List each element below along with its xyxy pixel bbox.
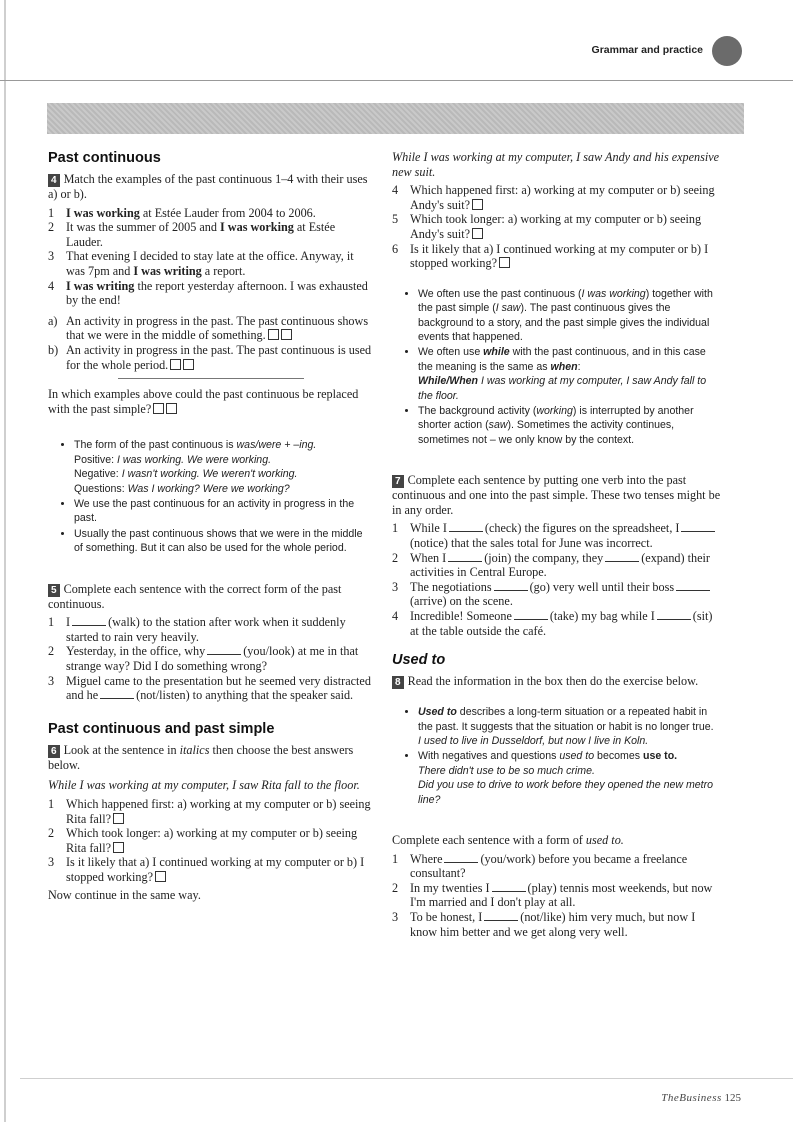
- heading-used-to: Used to: [392, 652, 446, 669]
- heading-past-continuous: Past continuous: [48, 150, 161, 166]
- exercise-6-items: [48, 797, 373, 885]
- used-to-items: [392, 852, 722, 940]
- note-item: • The form of the past continuous is was/were + –ing. Positive: I was working. We were working. Negative: I wasn't working. We weren't working. Questions: Was I working? Were we working?: [74, 438, 373, 496]
- answer-box[interactable]: [472, 199, 483, 210]
- list-item: b) An activity in progress in the past. The past continuous is used for the whole period.: [48, 342, 372, 372]
- answer-blank[interactable]: [72, 616, 106, 626]
- answer-box[interactable]: [113, 813, 124, 824]
- title-banner: [47, 103, 744, 134]
- list-item: 1 Which happened first: a) working at my computer or b) seeing Rita fall?: [48, 796, 371, 826]
- exercise-number: 8: [392, 676, 404, 689]
- exercise-6-items-continued: [392, 183, 722, 271]
- answer-blank[interactable]: [444, 853, 478, 863]
- exercise-7-items: [392, 521, 722, 638]
- exercise-number: 6: [48, 745, 60, 758]
- footer-rule: [20, 1078, 793, 1079]
- note-item: • We often use while with the past continuous, and in this case the meaning is the same as when: While/When I was working at my computer, I saw Andy fall to the floor.: [418, 345, 722, 403]
- heading-pc-ps: Past continuous and past simple: [48, 720, 275, 737]
- list-item: 3 Is it likely that a) I continued working at my computer or b) I stopped working?: [48, 855, 365, 884]
- answer-blank[interactable]: [449, 522, 483, 532]
- example-sentence: While I was working at my computer, I saw Andy and his expensive new suit.: [392, 150, 720, 179]
- answer-box[interactable]: [183, 359, 194, 370]
- list-item: 2 In my twenties I (play) tennis most weekends, but now I'm married and I don't play at all.: [392, 880, 713, 910]
- answer-blank[interactable]: [207, 645, 241, 655]
- exercise-4-instruction: 4 Match the examples of the past continuous 1–4 with their uses a) or b).: [48, 172, 368, 201]
- answer-blank[interactable]: [681, 522, 715, 532]
- exercise-number: 7: [392, 475, 404, 488]
- exercise-5-instruction: 5 Complete each sentence with the correct form of the past continuous.: [48, 581, 342, 611]
- list-item: 5 Which took longer: a) working at my computer or b) seeing Andy's suit?: [392, 212, 702, 241]
- left-column: [48, 150, 373, 903]
- answer-box[interactable]: [499, 257, 510, 268]
- list-item: 1 I was working at Estée Lauder from 2004 to 2006.: [48, 205, 316, 220]
- list-item: 2 When I (join) the company, they (expand) their activities in Central Europe.: [392, 550, 710, 580]
- grammar-notes: [392, 287, 722, 447]
- exercise-5-items: [48, 615, 373, 703]
- answer-blank[interactable]: [514, 610, 548, 620]
- list-item: 1 Where (you/work) before you became a freelance consultant?: [392, 851, 688, 881]
- grammar-notes: [48, 438, 373, 555]
- divider: [118, 378, 304, 379]
- exercise-6-instruction: 6 Look at the sentence in italics then choose the best answers below.: [48, 742, 354, 772]
- list-item: 3 To be honest, I (not/like) him very much, but now I know him better and we get along very well.: [392, 909, 696, 939]
- example-sentence: While I was working at my computer, I saw Rita fall to the floor.: [48, 778, 360, 793]
- exercise-number: 5: [48, 584, 60, 597]
- list-item: 1 While I (check) the figures on the spreadsheet, I(notice) that the sales total for June was incorrect.: [392, 521, 722, 550]
- exercise-number: 4: [48, 174, 60, 187]
- answer-box[interactable]: [166, 403, 177, 414]
- list-item: 2 Which took longer: a) working at my computer or b) seeing Rita fall?: [48, 826, 358, 855]
- answer-blank[interactable]: [100, 689, 134, 699]
- continue-text: Now continue in the same way.: [48, 888, 201, 903]
- answer-blank[interactable]: [676, 581, 710, 591]
- answer-blank[interactable]: [484, 911, 518, 921]
- answer-blank[interactable]: [657, 610, 691, 620]
- note-item: • We use the past continuous for an activity in progress in the past.: [74, 497, 373, 526]
- answer-box[interactable]: [472, 228, 483, 239]
- exercise-8-instruction: 8 Read the information in the box then do the exercise below.: [392, 674, 722, 689]
- answer-box[interactable]: [153, 403, 164, 414]
- list-item: 4 Which happened first: a) working at my computer or b) seeing Andy's suit?: [392, 183, 715, 212]
- list-item: 4 Incredible! Someone (take) my bag while I (sit) at the table outside the café.: [392, 608, 713, 638]
- answer-box[interactable]: [113, 842, 124, 853]
- used-to-instruction: Complete each sentence with a form of used to.: [392, 833, 624, 847]
- grammar-notes: [392, 705, 722, 807]
- page-number: 125: [724, 1092, 741, 1104]
- answer-blank[interactable]: [494, 581, 528, 591]
- note-item: • We often use the past continuous (I was working) together with the past simple (I saw). The past continuous gives the background to a story, and the past simple gives the individual events that happened.: [418, 287, 722, 345]
- list-item: 2 It was the summer of 2005 and I was working at Estée Lauder.: [48, 220, 336, 249]
- header-circle-icon: [712, 36, 742, 66]
- answer-box[interactable]: [170, 359, 181, 370]
- list-item: 6 Is it likely that a) I continued working at my computer or b) I stopped working?: [392, 241, 709, 271]
- note-item: • The background activity (working) is interrupted by another shorter action (saw). Sometimes the activity continues, sometimes not – we only know by the context.: [418, 404, 722, 447]
- list-item: 4 I was writing the report yesterday afternoon. I was exhausted by the end!: [48, 278, 368, 308]
- list-item: 1 I (walk) to the station after work when it suddenly started to rain very heavily.: [48, 615, 346, 644]
- footer-brand: TheBusiness: [661, 1092, 722, 1104]
- note-item: • With negatives and questions used to becomes use to. There didn't use to be so much crime. Did you use to drive to work before they opened the new metro line?: [418, 749, 722, 807]
- page-footer: [661, 1092, 741, 1104]
- answer-box[interactable]: [281, 329, 292, 340]
- answer-box[interactable]: [268, 329, 279, 340]
- header-rule: [0, 80, 793, 81]
- exercise-4-question: In which examples above could the past continuous be replaced with the past simple?: [48, 387, 359, 416]
- list-item: 3 The negotiations (go) very well until their boss(arrive) on the scene.: [392, 580, 722, 609]
- answer-blank[interactable]: [492, 882, 526, 892]
- right-column: [392, 150, 722, 939]
- answer-blank[interactable]: [605, 552, 639, 562]
- list-item: 2 Yesterday, in the office, why (you/look) at me in that strange way? Did I do something wrong?: [48, 644, 359, 673]
- exercise-7-instruction: 7 Complete each sentence by putting one verb into the past continuous and one into the past simple. These two tenses might be in any order.: [392, 473, 721, 517]
- note-item: • Usually the past continuous shows that we were in the middle of something. But it can also be used for the whole period.: [74, 527, 373, 556]
- page-edge: [4, 0, 6, 1122]
- answer-blank[interactable]: [448, 552, 482, 562]
- list-item: 3 That evening I decided to stay late at the office. Anyway, it was 7pm and I was writing a report.: [48, 249, 354, 278]
- list-item: a) An activity in progress in the past. The past continuous shows that we were in the middle of something.: [48, 313, 369, 343]
- list-item: 3 Miguel came to the presentation but he seemed very distracted and he (not/listen) to anything that the speaker said.: [48, 673, 371, 703]
- section-header: Grammar and practice: [591, 44, 703, 56]
- exercise-4-uses: [48, 314, 373, 372]
- note-item: • Used to describes a long-term situation or a repeated habit in the past. It suggests that the situation or habit is no longer true. I used to live in Dusseldorf, but now I live in Koln.: [418, 705, 722, 748]
- answer-box[interactable]: [155, 871, 166, 882]
- exercise-4-items: [48, 206, 373, 308]
